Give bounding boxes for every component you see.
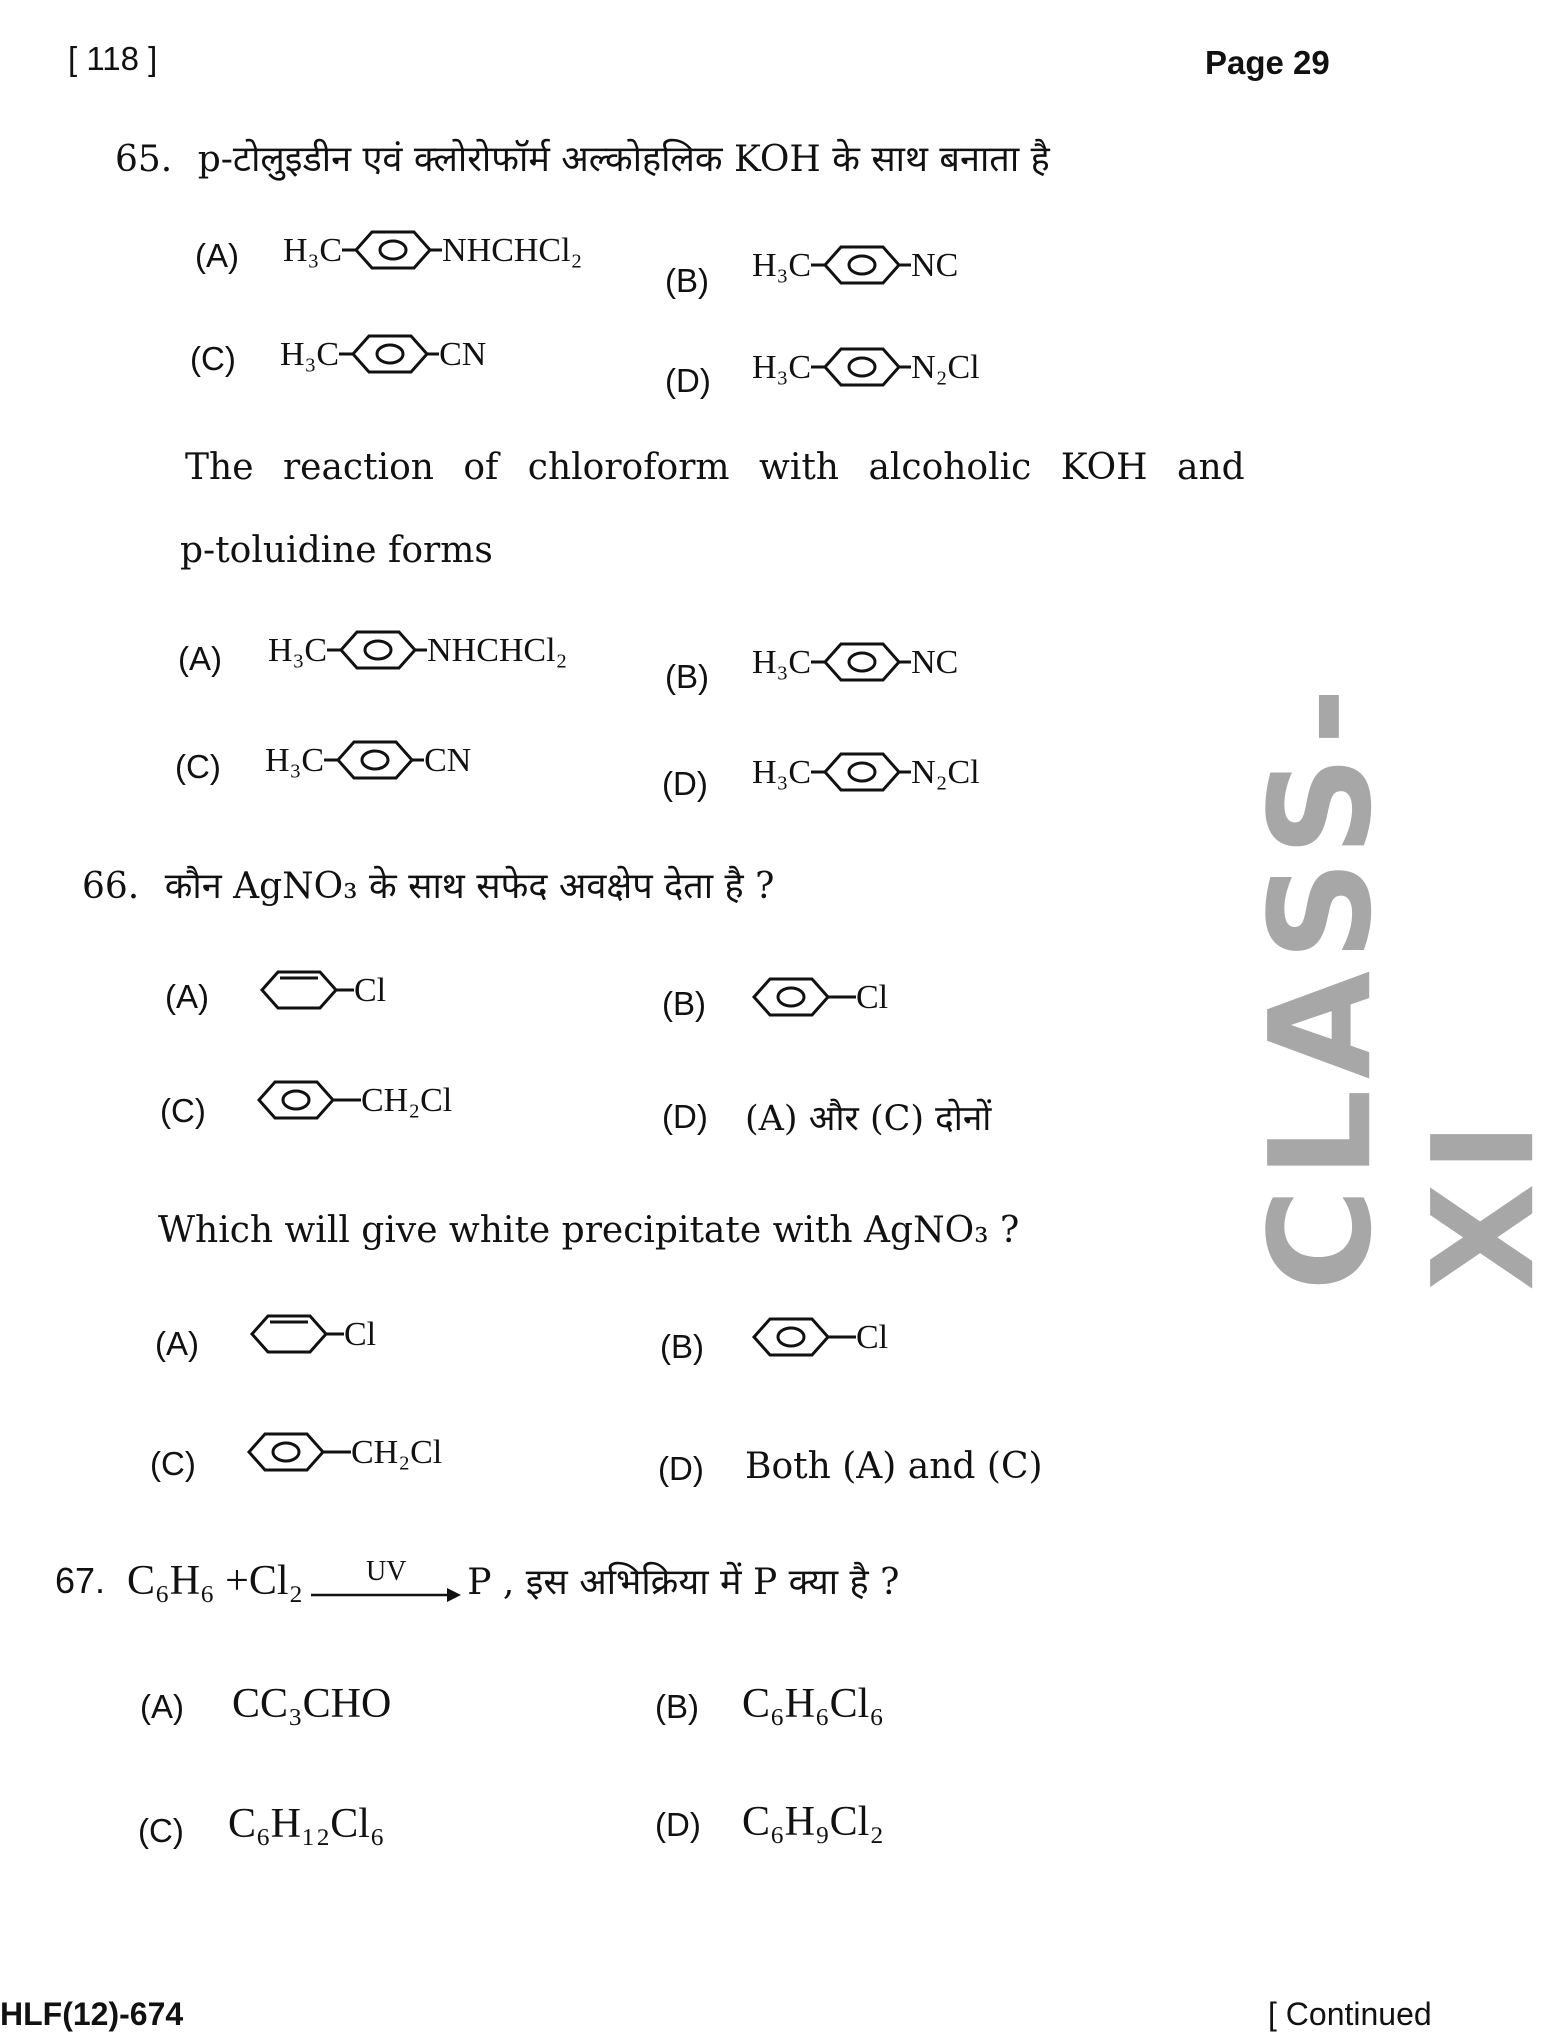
q65-number: 65.	[115, 139, 173, 180]
q66-h-opt-c-label: (C)	[160, 1092, 206, 1129]
q65-h-opt-b	[752, 243, 958, 289]
group-text: CN	[439, 336, 487, 373]
q66-e-opt-d-label: (D)	[658, 1450, 704, 1487]
q65-h-opt-a	[283, 228, 582, 274]
q65-hindi-text: p-टोलुइडीन एवं क्लोरोफॉर्म अल्कोहलिक KOH के साथ बनाता है	[197, 139, 1050, 180]
q65-e-opt-c-label: (C)	[175, 748, 221, 785]
q67-number: 67.	[55, 1559, 106, 1601]
benzene-ring-icon	[811, 345, 911, 391]
q67-opt-a: CC₃CHO	[232, 1681, 392, 1727]
paper-code: HLF(12)-674	[0, 1996, 184, 2032]
q66-e-opt-d: Both (A) and (C)	[745, 1446, 1043, 1487]
cyclohexene-ring-icon	[258, 968, 354, 1014]
q65-hindi	[115, 133, 1050, 182]
q66-h-opt-d: (A) और (C) दोनों	[745, 1099, 992, 1139]
q67-opt-b-label: (B)	[655, 1688, 699, 1725]
q65-e-opt-a-label: (A)	[178, 640, 222, 677]
q67-arrow	[311, 1555, 461, 1604]
q66-e-opt-b-label: (B)	[660, 1328, 704, 1365]
q66-h-opt-a	[258, 968, 386, 1014]
q66-h-opt-c	[255, 1078, 452, 1124]
q66-e-opt-b	[750, 1315, 888, 1361]
h3c-text: H₃C	[752, 247, 812, 284]
h3c-text: H₃C	[280, 336, 340, 373]
q67-opt-b: C₆H₆Cl₆	[742, 1681, 884, 1727]
q67-opt-d: C₆H₉Cl₂	[742, 1799, 884, 1845]
q67-opt-c: C₆H₁₂Cl₆	[228, 1801, 385, 1847]
q67-opt-d-label: (D)	[655, 1806, 701, 1843]
q65-h-opt-d	[752, 345, 980, 391]
cl-text: Cl	[344, 1316, 377, 1353]
h3c-text: H₃C	[268, 632, 328, 669]
q67-equation-right: P , इस अभिक्रिया में P क्या है ?	[467, 1562, 900, 1603]
q66-h-opt-b-label: (B)	[662, 985, 706, 1022]
h3c-text: H₃C	[283, 232, 343, 269]
q66-english: Which will give white precipitate with AgNO₃ ?	[158, 1210, 1020, 1251]
q65-h-opt-c	[280, 332, 486, 378]
right-arrow-icon	[311, 1586, 461, 1604]
q65-h-opt-d-label: (D)	[665, 362, 711, 399]
group-text: N₂Cl	[911, 349, 980, 386]
q65-e-opt-d-label: (D)	[662, 765, 708, 802]
q66-hindi	[82, 860, 774, 909]
cl-text: Cl	[856, 979, 889, 1016]
benzene-ring-icon	[324, 738, 424, 784]
benzene-ring-icon	[327, 628, 427, 674]
q65-e-opt-c	[265, 738, 471, 784]
q66-e-opt-c	[245, 1430, 442, 1476]
class-stamp: CLASS-XI	[1240, 677, 1566, 1292]
continued-label: [ Continued	[1268, 1996, 1432, 2032]
group-text: NHCHCl₂	[427, 632, 568, 669]
q65-english-line1	[185, 447, 1245, 488]
q67-question	[55, 1556, 899, 1605]
q65-h-opt-a-label: (A)	[195, 237, 239, 274]
benzene-ring-icon	[255, 1078, 361, 1124]
cyclohexene-ring-icon	[248, 1312, 344, 1358]
q65-english-text: The reaction of chloroform with alcoholic KOH and	[185, 447, 1245, 488]
q66-e-opt-a	[248, 1312, 376, 1358]
group-text: NC	[911, 644, 959, 681]
benzene-ring-icon	[750, 1315, 856, 1361]
benzene-ring-icon	[750, 975, 856, 1021]
benzene-ring-icon	[811, 243, 911, 289]
q66-h-opt-a-label: (A)	[165, 978, 209, 1015]
ch2cl-text: CH₂Cl	[361, 1082, 453, 1119]
h3c-text: H₃C	[752, 349, 812, 386]
benzene-ring-icon	[811, 640, 911, 686]
page-number: [ 118 ]	[68, 40, 158, 77]
q65-h-opt-b-label: (B)	[665, 262, 709, 299]
q65-e-opt-d	[752, 750, 980, 796]
q66-h-opt-d-label: (D)	[662, 1098, 708, 1135]
q65-english-line2: p-toluidine forms	[180, 530, 493, 571]
q66-h-opt-b	[750, 975, 888, 1021]
q67-equation-left: C₆H₆ +Cl₂	[127, 1557, 304, 1604]
group-text: N₂Cl	[911, 754, 980, 791]
q65-h-opt-c-label: (C)	[190, 340, 236, 377]
q67-opt-c-label: (C)	[138, 1812, 184, 1849]
benzene-ring-icon	[811, 750, 911, 796]
cl-text: Cl	[354, 972, 387, 1009]
group-text: NHCHCl₂	[442, 232, 583, 269]
h3c-text: H₃C	[752, 754, 812, 791]
group-text: CN	[424, 742, 472, 779]
q66-hindi-text: कौन AgNO₃ के साथ सफेद अवक्षेप देता है ?	[164, 866, 775, 907]
benzene-ring-icon	[339, 332, 439, 378]
page-label: Page 29	[1205, 44, 1330, 81]
q67-opt-a-label: (A)	[140, 1688, 184, 1725]
q66-e-opt-c-label: (C)	[150, 1445, 196, 1482]
benzene-ring-icon	[245, 1430, 351, 1476]
h3c-text: H₃C	[265, 742, 325, 779]
benzene-ring-icon	[342, 228, 442, 274]
ch2cl-text: CH₂Cl	[351, 1434, 443, 1471]
q65-e-opt-b	[752, 640, 958, 686]
q66-number: 66.	[82, 866, 140, 907]
group-text: NC	[911, 247, 959, 284]
q66-e-opt-a-label: (A)	[155, 1325, 199, 1362]
q65-e-opt-b-label: (B)	[665, 658, 709, 695]
uv-label: UV	[365, 1555, 407, 1587]
cl-text: Cl	[856, 1319, 889, 1356]
q65-e-opt-a	[268, 628, 567, 674]
h3c-text: H₃C	[752, 644, 812, 681]
